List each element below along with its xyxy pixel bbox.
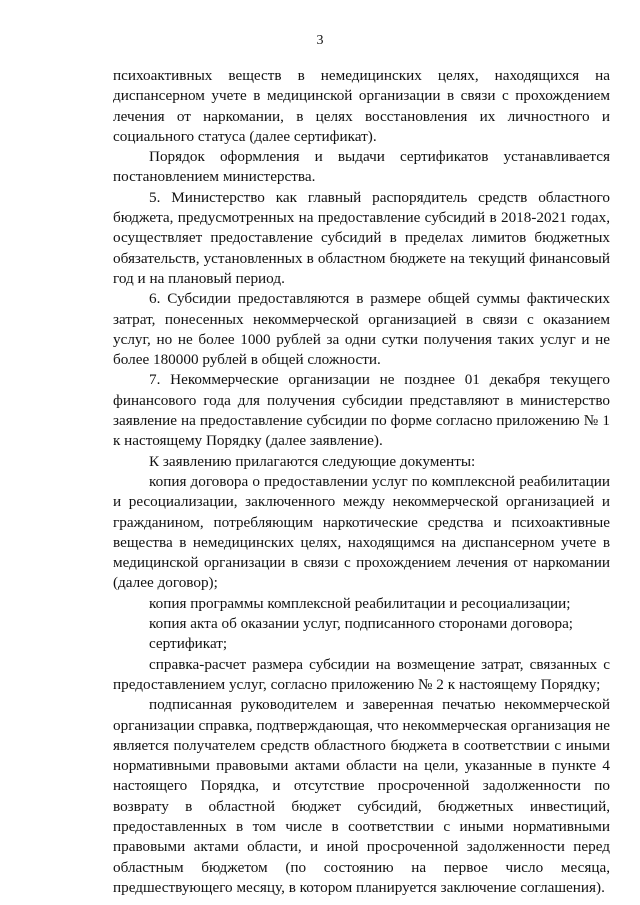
- list-item-act-copy: копия акта об оказании услуг, подписанного сторонами договора;: [149, 615, 574, 633]
- document-body: [113, 66, 610, 898]
- paragraph-item-7: 7. Некоммерческие организации не позднее 01 декабря текущего финансового года для получения субсидии представляют в министерство заявление на предоставление субсидии по форме согласно приложению № 1 к настоящему Порядку (далее заявление).: [113, 371, 610, 450]
- paragraph-item-5: 5. Министерство как главный распорядитель средств областного бюджета, предусмотренных на предоставление субсидий в 2018-2021 годах, осуществляет предоставление субсидий в пределах лимитов бюджетных обязательств, установленных в областном бюджете на текущий финансовый год и на плановый период.: [113, 188, 610, 287]
- paragraph-continuation: психоактивных веществ в немедицинских целях, находящихся на диспансерном учете в медицинской организации в связи с прохождением лечения от наркомании, в целях восстановления их личностного и социального статуса (далее сертификат).: [113, 67, 610, 145]
- page-number: 3: [316, 33, 324, 48]
- list-item-program-copy: копия программы комплексной реабилитации и ресоциализации;: [149, 594, 571, 612]
- list-item-calculation-statement: справка-расчет размера субсидии на возмещение затрат, связанных с предоставлением услуг, согласно приложению № 2 к настоящему Порядку;: [113, 655, 610, 693]
- paragraph-item-6: 6. Субсидии предоставляются в размере общей суммы фактических затрат, понесенных некоммерческой организацией в связи с оказанием услуг, но не более 1000 рублей за одни сутки получения таких услуг и не более 180000 рублей в общей сложности.: [113, 290, 610, 369]
- paragraph-certificate-procedure: Порядок оформления и выдачи сертификатов устанавливается постановлением министерства.: [113, 148, 610, 186]
- paragraph-documents-intro: К заявлению прилагаются следующие документы:: [149, 452, 476, 470]
- list-item-contract-copy: копия договора о предоставлении услуг по комплексной реабилитации и ресоциализации, заключенного между некоммерческой организацией и гражданином, потребляющим наркотические средства и психоактивные вещества в немедицинских целях, находящимся на диспансерном учете в медицинской организации в связи с прохождением лечения от наркомании (далее договор);: [113, 472, 610, 592]
- list-item-signed-statement: подписанная руководителем и заверенная печатью некоммерческой организации справка, подтверждающая, что некоммерческая организация не является получателем средств областного бюджета в соответствии с иными нормативными правовыми актами области на цели, указанные в пункте 4 настоящего Порядка, и отсутствие просроченной задолженности по возврату в областной бюджет субсидий, бюджетных инвестиций, предоставленных в том числе в соответствии с иными нормативными правовыми актами области, и иной просроченной задолженности перед областным бюджетом (по состоянию на первое число месяца, предшествующего месяцу, в котором планируется заключение соглашения).: [113, 696, 610, 896]
- list-item-certificate: сертификат;: [149, 635, 228, 653]
